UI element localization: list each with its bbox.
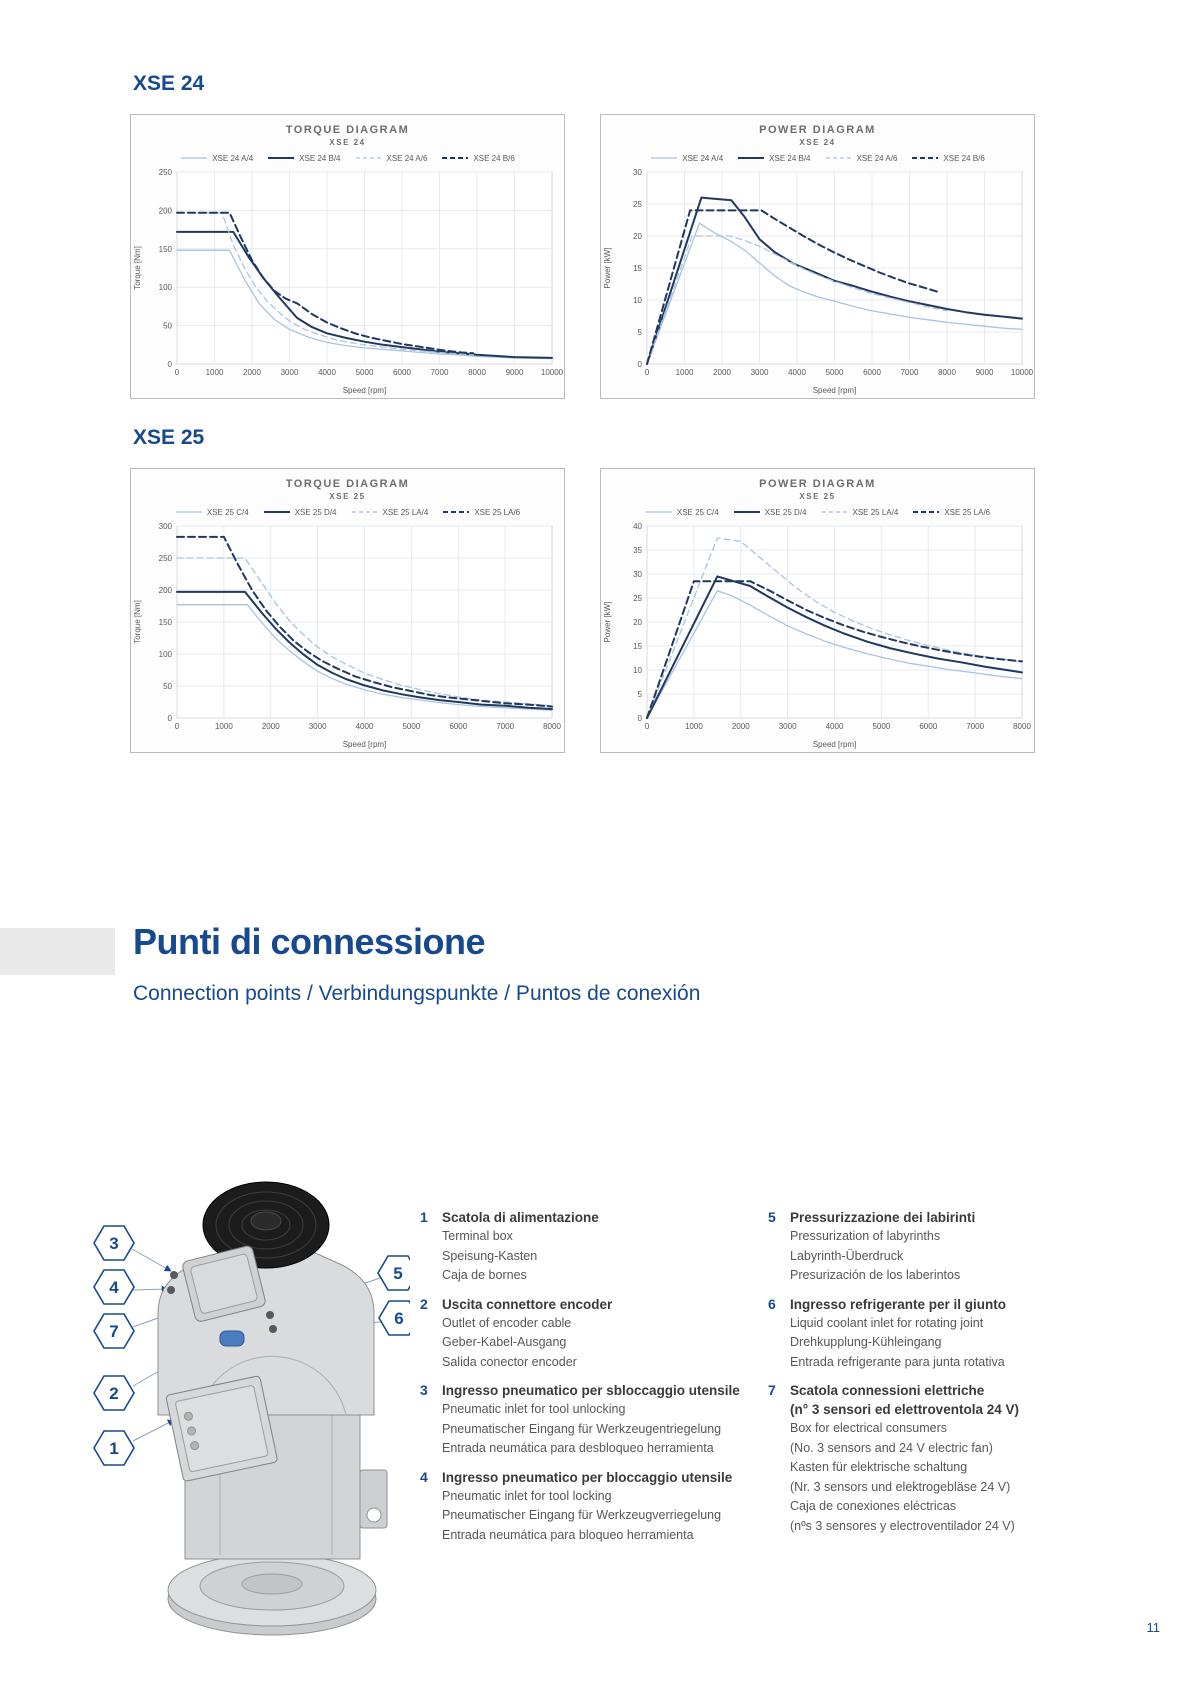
chart-title: POWER DIAGRAM [759, 478, 876, 490]
connection-item [768, 1295, 1108, 1373]
item-translation-line: (nºs 3 sensores y electroventilador 24 V) [790, 1518, 1015, 1533]
item-title: Pressurizzazione dei labirinti [790, 1210, 976, 1225]
x-tick-label: 0 [174, 368, 180, 377]
x-tick-label: 3000 [750, 368, 769, 377]
heading-xse24: XSE 24 [133, 72, 205, 95]
chart-subtitle: XSE 25 [799, 492, 836, 501]
heading-xse25: XSE 25 [133, 426, 205, 449]
x-tick-label: 2000 [243, 368, 261, 377]
y-tick-label: 20 [633, 618, 642, 627]
connection-item [420, 1208, 755, 1286]
legend-line-sample [737, 154, 765, 162]
item-translation-line: Box for electrical consumers [790, 1421, 948, 1435]
legend-line-sample [175, 508, 203, 516]
svg-text:6: 6 [394, 1309, 404, 1328]
connection-item [420, 1295, 755, 1373]
svg-text:1: 1 [109, 1439, 119, 1458]
chart-subtitle: XSE 24 [799, 138, 836, 147]
legend-entry [737, 154, 810, 163]
y-tick-label: 25 [633, 594, 642, 603]
legend-label: XSE 24 B/4 [299, 153, 341, 163]
legend-line-sample [825, 154, 853, 162]
item-translation-line: Salida conector encoder [442, 1354, 577, 1369]
y-tick-label: 150 [158, 618, 172, 627]
chart-subtitle: XSE 24 [329, 138, 366, 147]
chart-panel-power-xse25 [600, 468, 1035, 753]
chart-panel-torque-xse24 [130, 114, 565, 399]
y-tick-label: 150 [158, 244, 172, 254]
x-tick-label: 7000 [496, 722, 515, 731]
item-translation-line: Pneumatic inlet for tool unlocking [442, 1402, 626, 1416]
legend-line-sample [263, 508, 291, 516]
legend-line-sample [821, 508, 849, 516]
callout-1 [94, 1431, 134, 1465]
y-tick-label: 50 [163, 321, 172, 331]
item-translation-line: Pressurization of labyrinths [790, 1229, 941, 1243]
y-tick-label: 40 [633, 522, 642, 531]
item-translation-line: (Nr. 3 sensors und elektrogebläse 24 V) [790, 1479, 1011, 1494]
item-title: Ingresso pneumatico per bloccaggio utensile [442, 1469, 733, 1485]
x-tick-label: 2000 [731, 722, 750, 731]
legend-label: XSE 25 D/4 [294, 507, 337, 517]
y-tick-label: 200 [158, 586, 172, 595]
item-number: 1 [420, 1209, 428, 1225]
legend-entry [650, 154, 723, 163]
x-tick-label: 4000 [318, 368, 336, 377]
x-axis-label: Speed [rpm] [342, 740, 387, 749]
item-translation-line: Caja de conexiones eléctricas [790, 1499, 957, 1513]
item-title: Scatola connessioni elettriche [790, 1383, 985, 1398]
x-tick-label: 4000 [788, 368, 806, 377]
x-tick-label: 6000 [863, 368, 881, 377]
legend-entry [267, 154, 340, 163]
y-tick-label: 25 [633, 200, 642, 209]
x-tick-label: 1000 [675, 368, 694, 377]
svg-text:2: 2 [109, 1384, 119, 1403]
x-tick-label: 6000 [449, 722, 468, 731]
item-translation-line: Kasten für elektrische schaltung [790, 1460, 968, 1474]
item-translation-line: Speisung-Kasten [442, 1248, 538, 1263]
chart-legend [601, 506, 1034, 518]
x-tick-label: 8000 [468, 368, 486, 377]
item-title-line2: (n° 3 sensori ed elettroventola 24 V) [790, 1402, 1019, 1417]
x-axis-label: Speed [rpm] [812, 386, 857, 395]
x-tick-label: 7000 [966, 722, 985, 731]
item-translation-line: (No. 3 sensors and 24 V electric fan) [790, 1440, 993, 1455]
y-tick-label: 10 [633, 296, 642, 305]
y-tick-label: 30 [633, 168, 642, 177]
x-tick-label: 6000 [393, 368, 411, 377]
item-translation-line: Liquid coolant inlet for rotating joint [790, 1315, 984, 1330]
chart-plot [131, 520, 564, 750]
y-tick-label: 250 [158, 554, 172, 563]
terminal-box [166, 1376, 278, 1482]
x-tick-label: 2000 [261, 722, 280, 731]
chart-plot [601, 520, 1034, 750]
legend-line-sample [267, 154, 295, 162]
item-translation-line: Geber-Kabel-Ausgang [442, 1335, 567, 1349]
legend-line-sample [442, 508, 470, 516]
legend-entry [825, 154, 898, 163]
chart-plot [601, 166, 1034, 396]
motor-shaft [242, 1574, 302, 1594]
chart-title: POWER DIAGRAM [759, 124, 876, 136]
item-translation-line: Entrada neumática para bloqueo herramienta [442, 1527, 694, 1542]
y-tick-label: 0 [637, 360, 642, 369]
svg-text:5: 5 [393, 1264, 403, 1283]
item-title: Ingresso refrigerante per il giunto [790, 1296, 1007, 1312]
legend-line-sample [180, 154, 208, 162]
y-axis-label: Power [kW] [603, 247, 612, 289]
section-subtitle: Connection points / Verbindungspunkte / Puntos de conexión [133, 982, 701, 1005]
legend-entry [441, 154, 514, 163]
legend-label: XSE 24 B/6 [943, 153, 985, 163]
connection-item [420, 1468, 755, 1546]
x-tick-label: 6000 [919, 722, 938, 731]
legend-entry [351, 508, 429, 517]
callout-5 [378, 1256, 410, 1290]
motor-body [158, 1182, 387, 1635]
legend-label: XSE 24 A/4 [682, 153, 724, 163]
item-translation-line: Pneumatischer Eingang für Werkzeugverriegelung [442, 1508, 722, 1522]
pneumatic-fitting-lock [167, 1286, 175, 1294]
legend-line-sample [645, 508, 673, 516]
legend-line-sample [911, 154, 939, 162]
y-tick-label: 35 [633, 546, 642, 555]
y-tick-label: 250 [158, 168, 172, 177]
legend-label: XSE 25 C/4 [206, 507, 249, 517]
x-tick-label: 4000 [825, 722, 844, 731]
legend-entry [645, 508, 719, 517]
section-title: Punti di connessione [133, 921, 486, 962]
callout-7 [94, 1314, 134, 1348]
callout-4 [94, 1270, 134, 1304]
legend-label: XSE 25 LA/6 [474, 507, 521, 517]
legend-line-sample [441, 154, 469, 162]
section-side-tab [0, 928, 115, 975]
y-tick-label: 0 [167, 714, 172, 723]
x-tick-label: 9000 [505, 368, 524, 377]
y-tick-label: 15 [633, 642, 642, 651]
y-tick-label: 100 [158, 283, 172, 293]
legend-entry [912, 508, 990, 517]
callout-6 [379, 1301, 410, 1335]
y-tick-label: 10 [633, 666, 642, 675]
chart-panel-power-xse24 [600, 114, 1035, 399]
legend-entry [263, 508, 337, 517]
x-tick-label: 8000 [1013, 722, 1031, 731]
chart-title: TORQUE DIAGRAM [285, 124, 410, 136]
item-translation-line: Labyrinth-Überdruck [790, 1248, 904, 1263]
x-tick-label: 9000 [975, 368, 994, 377]
coolant-elbow [220, 1331, 244, 1346]
y-axis-label: Torque [Nm] [133, 600, 142, 644]
x-tick-label: 0 [644, 722, 650, 731]
callout-3 [94, 1226, 134, 1260]
callout-2 [94, 1376, 134, 1410]
legend-line-sample [355, 154, 383, 162]
x-tick-label: 3000 [280, 368, 299, 377]
svg-text:7: 7 [109, 1322, 119, 1341]
item-title: Ingresso pneumatico per sbloccaggio utensile [442, 1383, 740, 1398]
x-tick-label: 5000 [872, 722, 891, 731]
chart-subtitle: XSE 25 [329, 492, 366, 501]
chart-title: TORQUE DIAGRAM [285, 478, 410, 490]
coolant-fitting [269, 1325, 277, 1333]
x-tick-label: 5000 [355, 368, 374, 377]
legend-entry [175, 508, 249, 517]
y-tick-label: 100 [158, 650, 172, 659]
item-number: 3 [420, 1382, 428, 1398]
item-title: Uscita connettore encoder [442, 1296, 613, 1312]
x-tick-label: 1000 [684, 722, 703, 731]
connection-item [768, 1381, 1108, 1536]
legend-label: XSE 24 B/4 [769, 153, 811, 163]
connection-items-column-1 [420, 1208, 755, 1554]
legend-label: XSE 25 D/4 [764, 507, 807, 517]
legend-entry [180, 154, 253, 163]
item-translation-line: Pneumatic inlet for tool locking [442, 1488, 612, 1503]
x-tick-label: 7000 [900, 368, 919, 377]
x-tick-label: 3000 [308, 722, 327, 731]
legend-line-sample [650, 154, 678, 162]
item-translation-line: Presurización de los laberintos [790, 1268, 961, 1282]
page-number: 11 [1146, 1620, 1160, 1635]
item-number: 7 [768, 1382, 776, 1398]
connection-item [768, 1208, 1108, 1286]
connection-items-column-2 [768, 1208, 1108, 1545]
labyrinth-air-fitting [266, 1311, 274, 1319]
legend-label: XSE 24 A/6 [386, 153, 428, 163]
y-axis-label: Power [kW] [603, 601, 612, 643]
legend-label: XSE 25 LA/4 [382, 507, 429, 517]
y-tick-label: 50 [163, 682, 172, 691]
y-tick-label: 0 [637, 714, 642, 723]
x-tick-label: 4000 [355, 722, 374, 731]
connection-item [420, 1381, 755, 1459]
item-number: 2 [420, 1295, 428, 1312]
item-number: 5 [768, 1209, 776, 1225]
x-tick-label: 7000 [430, 368, 449, 377]
x-tick-label: 2000 [713, 368, 731, 377]
spindle-motor-illustration [70, 1085, 410, 1645]
x-tick-label: 0 [174, 722, 180, 731]
item-translation-line: Terminal box [442, 1229, 513, 1243]
legend-label: XSE 24 A/6 [856, 153, 898, 163]
legend-line-sample [351, 508, 379, 516]
chart-panel-torque-xse25 [130, 468, 565, 753]
item-number: 6 [768, 1295, 776, 1312]
item-translation-line: Drehkupplung-Kühleingang [790, 1335, 942, 1349]
x-tick-label: 5000 [825, 368, 844, 377]
x-tick-label: 10000 [540, 368, 564, 377]
x-tick-label: 5000 [402, 722, 421, 731]
x-tick-label: 1000 [214, 722, 233, 731]
chart-legend [131, 506, 564, 518]
y-tick-label: 5 [637, 690, 642, 699]
y-axis-label: Torque [Nm] [133, 246, 142, 290]
item-title: Scatola di alimentazione [442, 1210, 599, 1225]
item-translation-line: Entrada refrigerante para junta rotativa [790, 1354, 1005, 1369]
x-tick-label: 8000 [938, 368, 956, 377]
chart-legend [601, 152, 1034, 164]
legend-label: XSE 24 A/4 [212, 153, 254, 163]
x-axis-label: Speed [rpm] [342, 386, 387, 395]
legend-label: XSE 25 LA/4 [852, 507, 899, 517]
y-tick-label: 200 [158, 206, 172, 216]
pneumatic-fitting-unlock [170, 1271, 178, 1279]
x-tick-label: 3000 [778, 722, 797, 731]
y-tick-label: 5 [637, 328, 642, 337]
item-translation-line: Entrada neumática para desbloqueo herramienta [442, 1441, 714, 1455]
legend-entry [911, 154, 984, 163]
chart-legend [131, 152, 564, 164]
legend-label: XSE 25 LA/6 [944, 507, 991, 517]
y-tick-label: 300 [158, 522, 172, 531]
svg-text:4: 4 [109, 1278, 119, 1297]
y-tick-label: 0 [167, 360, 172, 369]
legend-line-sample [733, 508, 761, 516]
y-tick-label: 30 [633, 570, 642, 579]
item-translation-line: Pneumatischer Eingang für Werkzeugentriegelung [442, 1421, 722, 1436]
legend-label: XSE 24 B/6 [473, 153, 515, 163]
legend-entry [442, 508, 520, 517]
y-tick-label: 15 [633, 264, 642, 273]
item-number: 4 [420, 1468, 428, 1485]
legend-line-sample [912, 508, 940, 516]
x-axis-label: Speed [rpm] [812, 740, 857, 749]
legend-entry [733, 508, 807, 517]
legend-entry [355, 154, 428, 163]
x-tick-label: 1000 [205, 368, 224, 377]
x-tick-label: 8000 [543, 722, 561, 731]
y-tick-label: 20 [633, 232, 642, 241]
svg-text:3: 3 [109, 1234, 119, 1253]
legend-entry [821, 508, 899, 517]
x-tick-label: 10000 [1010, 368, 1034, 377]
item-translation-line: Caja de bornes [442, 1268, 527, 1282]
legend-label: XSE 25 C/4 [676, 507, 719, 517]
chart-plot [131, 166, 564, 396]
item-translation-line: Outlet of encoder cable [442, 1315, 572, 1330]
x-tick-label: 0 [644, 368, 650, 377]
